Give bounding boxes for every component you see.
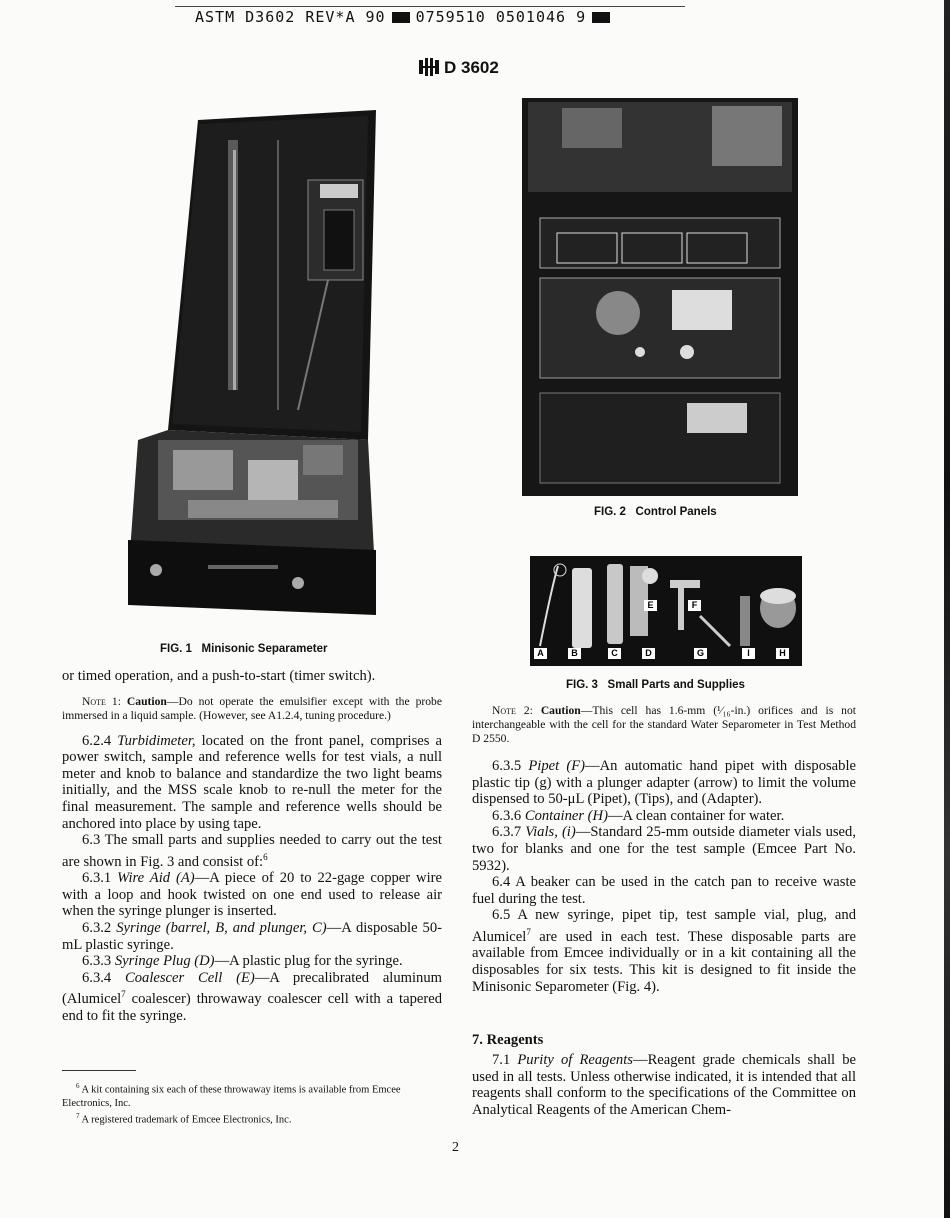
fn6-num: 6: [76, 1082, 80, 1090]
p63-text: 6.3 The small parts and supplies needed to carry out the test are shown in Fig. 3 and consist of:: [62, 832, 442, 870]
footnote-6: [62, 1080, 442, 1110]
p65-footnote-ref: 7: [526, 926, 531, 937]
fig3-label-b: B: [568, 648, 581, 659]
p635-term: Pipet (F): [528, 758, 585, 774]
designation: [418, 58, 499, 78]
fig2-caption: [594, 506, 717, 518]
p633-num: 6.3.3: [82, 953, 115, 970]
fn7-text: A registered trademark of Emcee Electronics, Inc.: [79, 1114, 292, 1125]
para-6-4: [472, 874, 856, 907]
para-6-3-2: [62, 920, 442, 953]
p636-term: Container (H): [524, 807, 608, 824]
p631-term: Wire Aid (A): [117, 870, 195, 887]
p636-text: —A clean container for water.: [607, 807, 785, 824]
fig2-caption-text: Control Panels: [635, 506, 717, 518]
p71-text: —Reagent grade chemicals shall be used in all tests. Unless otherwise indicated, it is intended that all reagents shall conform to the specifications of the Committee on Analytical Reagents of the American Chem-: [472, 1052, 856, 1118]
p634-text2: coalescer) throwaway coalescer cell with a tapered end to fit the syringe.: [62, 991, 442, 1024]
note2-label: Note: [492, 704, 516, 717]
p633-text: —A plastic plug for the syringe.: [214, 953, 403, 970]
header-rule: [175, 6, 685, 7]
p635-text: —An automatic hand pipet with disposable plastic tip (g) with a plunger adapter (arrow) to limit the volume dispensed to 50-μL (Pipet), (Tips), and (Adapter).: [472, 758, 856, 808]
footnote-7: [62, 1110, 442, 1127]
document-code-header: [195, 8, 675, 26]
p634-footnote-ref: 7: [121, 989, 126, 1000]
fig3-label-d: D: [642, 648, 655, 659]
left-column: [62, 668, 442, 1024]
code-left: ASTM D3602 REV*A 90: [195, 8, 386, 26]
note2-text: —This cell has 1.6-mm (¹⁄₁₆-in.) orifices and is not interchangeable with the cell for the standard Water Separometer in Test Method D 2550.: [472, 704, 856, 745]
p637-text: —Standard 25-mm outside diameter vials used, two for blanks and one for the test sample (Emcee Part No. 5932).: [472, 824, 856, 874]
p632-text: —A disposable 50-mL plastic syringe.: [62, 919, 443, 953]
fig3-label-a: A: [534, 648, 547, 659]
p634-term: Coalescer Cell (E): [125, 969, 255, 986]
p637-num: 6.3.7: [492, 824, 526, 841]
fig3-photo: [530, 556, 802, 666]
page-number: 2: [452, 1140, 459, 1155]
p632-term: Syringe (barrel, B, and plunger, C): [116, 919, 327, 936]
fig1-photo: [128, 110, 378, 620]
para-6-3-1: [62, 870, 442, 920]
p624-text: located on the front panel, comprises a power switch, sample and reference wells for test vials, a null meter and knob to balance and standardize the two light beams initially, and the MSS scale knob to re-null the meter for the final measurement. The sample and reference wells should be anchored into place by using tape.: [62, 732, 442, 832]
fig3-caption-text: Small Parts and Supplies: [607, 679, 745, 691]
section-7-heading: 7. Reagents: [472, 1032, 544, 1048]
fig3-label-g: G: [694, 648, 707, 659]
p63-footnote-ref: 6: [263, 851, 268, 862]
para-6-3: [62, 832, 442, 870]
code-right: 0759510 0501046 9: [415, 8, 587, 26]
note1-label: Note: [82, 694, 106, 708]
note2-caution: Caution: [540, 704, 581, 717]
fig3-label-f: F: [688, 600, 701, 611]
intro-text: or timed operation, and a push-to-start (timer switch).: [62, 668, 376, 684]
p634-num: 6.3.4: [82, 969, 125, 986]
p637-term: Vials, (i): [525, 824, 576, 841]
fn6-text: A kit containing six each of these throwaway items is available from Emcee Electronics, Inc.: [62, 1084, 401, 1109]
note-1: [62, 695, 442, 723]
para-6-3-6: [472, 808, 856, 825]
fig2-photo: [522, 98, 798, 496]
p624-num: 6.2.4: [82, 732, 118, 749]
para-6-3-7: [472, 824, 856, 874]
footnotes: [62, 1080, 442, 1126]
fig3-caption: [566, 679, 745, 691]
p65-text1: 6.5 A new syringe, pipet tip, test sample vial, plug, and Alumicel: [472, 907, 856, 945]
note1-text: —Do not operate the emulsifier except with the probe immersed in a liquid sample. (However, see A1.2.4, tuning procedure.): [62, 694, 442, 722]
p634-text1: —A precalibrated aluminum (Alumicel: [62, 969, 442, 1008]
para-6-2-4: [62, 733, 442, 833]
fig3-label-c: C: [608, 648, 621, 659]
p631-text: —A piece of 20 to 22-gage copper wire with a loop and hook twisted on one end used to release air when the syringe plunger is inserted.: [62, 870, 442, 920]
fn7-num: 7: [76, 1111, 80, 1120]
fig1-caption-number: FIG. 1: [160, 643, 192, 655]
p65-text2: are used in each test. These disposable parts are available from Emcee individually or in a kit containing all the disposables for six tests. This kit is designed to fit inside the Minisonic Separometer (Fig. 4).: [472, 928, 856, 995]
astm-logo-icon: [418, 58, 440, 76]
p631-num: 6.3.1: [82, 870, 118, 887]
note2-number: 2:: [515, 704, 541, 717]
note-2: [472, 704, 856, 746]
scan-edge: [944, 0, 950, 1218]
para-7-1: [472, 1052, 856, 1118]
fig2-caption-number: FIG. 2: [594, 506, 626, 518]
p64-text: 6.4 A beaker can be used in the catch pan to receive waste fuel during the test.: [472, 874, 856, 907]
designation-text: D 3602: [444, 58, 499, 77]
fig1-caption: [160, 643, 327, 655]
black-block-icon: [392, 12, 410, 23]
p636-num: 6.3.6: [492, 807, 525, 824]
note1-number: 1:: [105, 694, 127, 708]
p71-num: 7.1: [492, 1052, 518, 1068]
p633-term: Syringe Plug (D): [114, 953, 215, 970]
p71-term: Purity of Reagents: [517, 1052, 633, 1068]
note1-caution: Caution: [126, 694, 167, 708]
para-6-3-4: [62, 970, 442, 1025]
fig1-caption-text: Minisonic Separameter: [201, 643, 328, 655]
intro-paragraph: [62, 668, 442, 685]
section-7-body: [472, 1052, 856, 1118]
p624-term: Turbidimeter,: [117, 732, 196, 749]
para-6-3-5: [472, 758, 856, 808]
footnote-rule: [62, 1070, 136, 1071]
para-6-5: [472, 907, 856, 995]
para-6-3-3: [62, 953, 442, 970]
p632-num: 6.3.2: [82, 919, 117, 936]
fig3-label-i: I: [742, 648, 755, 659]
right-column: [472, 704, 856, 995]
black-block-icon: [592, 12, 610, 23]
fig3-caption-number: FIG. 3: [566, 679, 598, 691]
fig3-label-e: E: [644, 600, 657, 611]
p635-num: 6.3.5: [492, 758, 529, 774]
fig3-label-h: H: [776, 648, 789, 659]
